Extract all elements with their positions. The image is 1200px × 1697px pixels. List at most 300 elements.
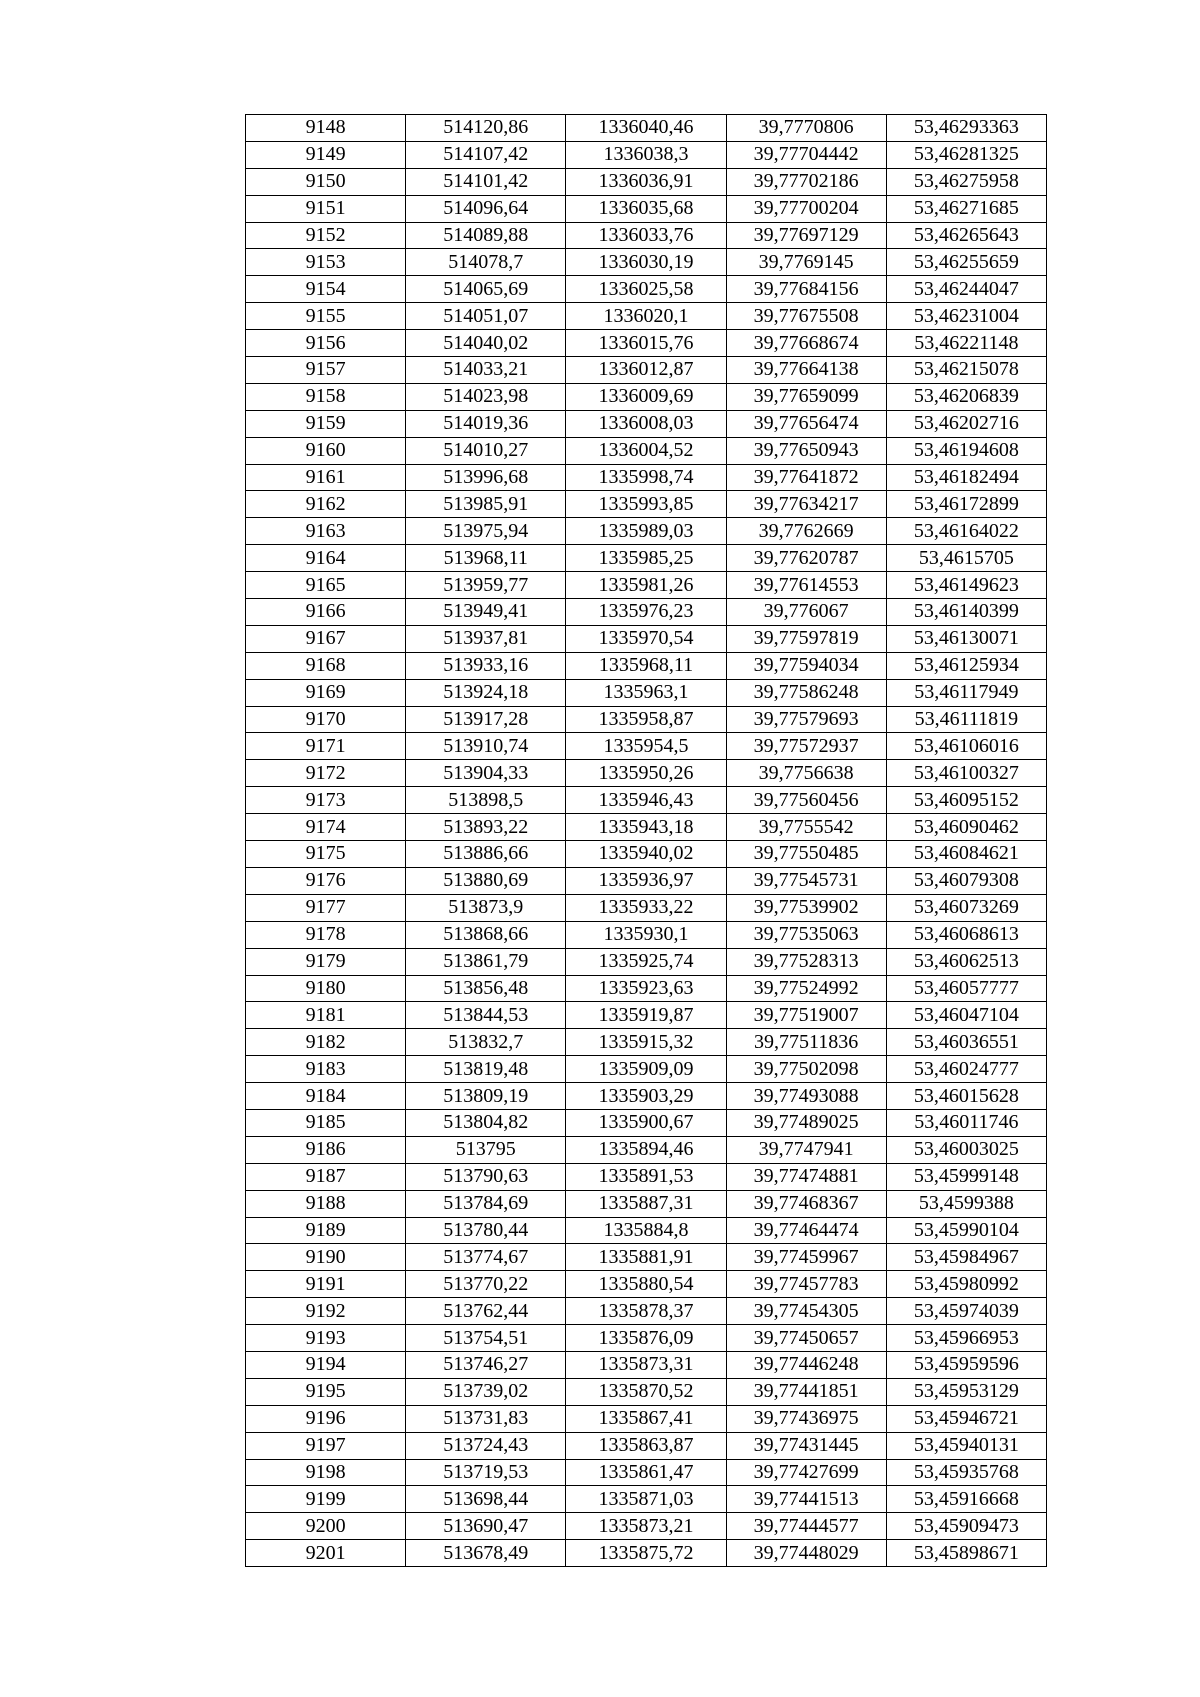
point-number-cell: 9191 <box>246 1271 406 1298</box>
longitude-cell: 39,77550485 <box>726 841 886 868</box>
point-number-cell: 9166 <box>246 599 406 626</box>
latitude-cell: 53,46182494 <box>886 464 1046 491</box>
y-coordinate-cell: 1335923,63 <box>566 975 726 1002</box>
x-coordinate-cell: 513898,5 <box>406 787 566 814</box>
point-number-cell: 9169 <box>246 679 406 706</box>
table-row <box>246 706 1047 733</box>
y-coordinate-cell: 1335919,87 <box>566 1002 726 1029</box>
table-row <box>246 357 1047 384</box>
latitude-cell: 53,46130071 <box>886 625 1046 652</box>
latitude-cell: 53,45909473 <box>886 1513 1046 1540</box>
latitude-cell: 53,46164022 <box>886 518 1046 545</box>
table-row <box>246 1083 1047 1110</box>
y-coordinate-cell: 1335933,22 <box>566 894 726 921</box>
point-number-cell: 9151 <box>246 195 406 222</box>
point-number-cell: 9162 <box>246 491 406 518</box>
x-coordinate-cell: 514089,88 <box>406 222 566 249</box>
x-coordinate-cell: 513975,94 <box>406 518 566 545</box>
latitude-cell: 53,46244047 <box>886 276 1046 303</box>
table-row <box>246 1513 1047 1540</box>
point-number-cell: 9148 <box>246 115 406 142</box>
latitude-cell: 53,46293363 <box>886 115 1046 142</box>
latitude-cell: 53,4599388 <box>886 1190 1046 1217</box>
x-coordinate-cell: 513784,69 <box>406 1190 566 1217</box>
latitude-cell: 53,46073269 <box>886 894 1046 921</box>
table-body <box>246 115 1047 1567</box>
latitude-cell: 53,46047104 <box>886 1002 1046 1029</box>
table-row <box>246 814 1047 841</box>
longitude-cell: 39,77697129 <box>726 222 886 249</box>
y-coordinate-cell: 1335873,31 <box>566 1351 726 1378</box>
y-coordinate-cell: 1335861,47 <box>566 1459 726 1486</box>
x-coordinate-cell: 513780,44 <box>406 1217 566 1244</box>
latitude-cell: 53,46011746 <box>886 1109 1046 1136</box>
table-row <box>246 1163 1047 1190</box>
point-number-cell: 9190 <box>246 1244 406 1271</box>
longitude-cell: 39,77594034 <box>726 652 886 679</box>
point-number-cell: 9160 <box>246 437 406 464</box>
latitude-cell: 53,45916668 <box>886 1486 1046 1513</box>
longitude-cell: 39,77444577 <box>726 1513 886 1540</box>
point-number-cell: 9184 <box>246 1083 406 1110</box>
latitude-cell: 53,46206839 <box>886 383 1046 410</box>
longitude-cell: 39,77597819 <box>726 625 886 652</box>
y-coordinate-cell: 1335970,54 <box>566 625 726 652</box>
x-coordinate-cell: 513968,11 <box>406 545 566 572</box>
table-row <box>246 1325 1047 1352</box>
longitude-cell: 39,77446248 <box>726 1351 886 1378</box>
longitude-cell: 39,77474881 <box>726 1163 886 1190</box>
y-coordinate-cell: 1335968,11 <box>566 652 726 679</box>
latitude-cell: 53,46079308 <box>886 867 1046 894</box>
latitude-cell: 53,46202716 <box>886 410 1046 437</box>
table-row <box>246 518 1047 545</box>
y-coordinate-cell: 1335875,72 <box>566 1540 726 1567</box>
table-row <box>246 1378 1047 1405</box>
point-number-cell: 9197 <box>246 1432 406 1459</box>
table-row <box>246 1271 1047 1298</box>
x-coordinate-cell: 514096,64 <box>406 195 566 222</box>
y-coordinate-cell: 1336015,76 <box>566 330 726 357</box>
point-number-cell: 9199 <box>246 1486 406 1513</box>
latitude-cell: 53,45999148 <box>886 1163 1046 1190</box>
longitude-cell: 39,77450657 <box>726 1325 886 1352</box>
point-number-cell: 9198 <box>246 1459 406 1486</box>
y-coordinate-cell: 1335998,74 <box>566 464 726 491</box>
y-coordinate-cell: 1335884,8 <box>566 1217 726 1244</box>
point-number-cell: 9173 <box>246 787 406 814</box>
x-coordinate-cell: 513996,68 <box>406 464 566 491</box>
table-row <box>246 168 1047 195</box>
table-row <box>246 545 1047 572</box>
x-coordinate-cell: 514033,21 <box>406 357 566 384</box>
table-row <box>246 195 1047 222</box>
latitude-cell: 53,46057777 <box>886 975 1046 1002</box>
table-row <box>246 867 1047 894</box>
latitude-cell: 53,46062513 <box>886 948 1046 975</box>
x-coordinate-cell: 513861,79 <box>406 948 566 975</box>
x-coordinate-cell: 513937,81 <box>406 625 566 652</box>
y-coordinate-cell: 1335954,5 <box>566 733 726 760</box>
latitude-cell: 53,46100327 <box>886 760 1046 787</box>
x-coordinate-cell: 514010,27 <box>406 437 566 464</box>
longitude-cell: 39,77441851 <box>726 1378 886 1405</box>
y-coordinate-cell: 1336009,69 <box>566 383 726 410</box>
latitude-cell: 53,45974039 <box>886 1298 1046 1325</box>
y-coordinate-cell: 1335925,74 <box>566 948 726 975</box>
latitude-cell: 53,45946721 <box>886 1405 1046 1432</box>
latitude-cell: 53,46106016 <box>886 733 1046 760</box>
table-row <box>246 1486 1047 1513</box>
x-coordinate-cell: 513746,27 <box>406 1351 566 1378</box>
latitude-cell: 53,46111819 <box>886 706 1046 733</box>
longitude-cell: 39,77668674 <box>726 330 886 357</box>
x-coordinate-cell: 513985,91 <box>406 491 566 518</box>
x-coordinate-cell: 514107,42 <box>406 141 566 168</box>
table-row <box>246 1459 1047 1486</box>
point-number-cell: 9174 <box>246 814 406 841</box>
x-coordinate-cell: 513933,16 <box>406 652 566 679</box>
y-coordinate-cell: 1335878,37 <box>566 1298 726 1325</box>
table-row <box>246 921 1047 948</box>
latitude-cell: 53,46275958 <box>886 168 1046 195</box>
point-number-cell: 9163 <box>246 518 406 545</box>
table-row <box>246 599 1047 626</box>
x-coordinate-cell: 513924,18 <box>406 679 566 706</box>
latitude-cell: 53,45966953 <box>886 1325 1046 1352</box>
y-coordinate-cell: 1335950,26 <box>566 760 726 787</box>
point-number-cell: 9192 <box>246 1298 406 1325</box>
table-row <box>246 464 1047 491</box>
table-row <box>246 787 1047 814</box>
latitude-cell: 53,45940131 <box>886 1432 1046 1459</box>
table-row <box>246 141 1047 168</box>
point-number-cell: 9196 <box>246 1405 406 1432</box>
table-row <box>246 841 1047 868</box>
longitude-cell: 39,7747941 <box>726 1136 886 1163</box>
longitude-cell: 39,77489025 <box>726 1109 886 1136</box>
point-number-cell: 9170 <box>246 706 406 733</box>
y-coordinate-cell: 1336033,76 <box>566 222 726 249</box>
longitude-cell: 39,77464474 <box>726 1217 886 1244</box>
point-number-cell: 9201 <box>246 1540 406 1567</box>
longitude-cell: 39,77427699 <box>726 1459 886 1486</box>
point-number-cell: 9200 <box>246 1513 406 1540</box>
latitude-cell: 53,46015628 <box>886 1083 1046 1110</box>
longitude-cell: 39,77448029 <box>726 1540 886 1567</box>
y-coordinate-cell: 1335863,87 <box>566 1432 726 1459</box>
longitude-cell: 39,77524992 <box>726 975 886 1002</box>
table-row <box>246 1029 1047 1056</box>
point-number-cell: 9185 <box>246 1109 406 1136</box>
latitude-cell: 53,46255659 <box>886 249 1046 276</box>
table-row <box>246 1351 1047 1378</box>
longitude-cell: 39,77459967 <box>726 1244 886 1271</box>
point-number-cell: 9164 <box>246 545 406 572</box>
point-number-cell: 9183 <box>246 1056 406 1083</box>
longitude-cell: 39,77436975 <box>726 1405 886 1432</box>
y-coordinate-cell: 1335871,03 <box>566 1486 726 1513</box>
longitude-cell: 39,77634217 <box>726 491 886 518</box>
x-coordinate-cell: 513910,74 <box>406 733 566 760</box>
x-coordinate-cell: 513690,47 <box>406 1513 566 1540</box>
longitude-cell: 39,77511836 <box>726 1029 886 1056</box>
table-row <box>246 1405 1047 1432</box>
longitude-cell: 39,77659099 <box>726 383 886 410</box>
table-row <box>246 1109 1047 1136</box>
longitude-cell: 39,77545731 <box>726 867 886 894</box>
y-coordinate-cell: 1335915,32 <box>566 1029 726 1056</box>
latitude-cell: 53,45959596 <box>886 1351 1046 1378</box>
x-coordinate-cell: 513949,41 <box>406 599 566 626</box>
table-row <box>246 330 1047 357</box>
longitude-cell: 39,77656474 <box>726 410 886 437</box>
point-number-cell: 9186 <box>246 1136 406 1163</box>
y-coordinate-cell: 1336030,19 <box>566 249 726 276</box>
y-coordinate-cell: 1335873,21 <box>566 1513 726 1540</box>
x-coordinate-cell: 514078,7 <box>406 249 566 276</box>
y-coordinate-cell: 1336036,91 <box>566 168 726 195</box>
point-number-cell: 9155 <box>246 303 406 330</box>
latitude-cell: 53,46172899 <box>886 491 1046 518</box>
y-coordinate-cell: 1336025,58 <box>566 276 726 303</box>
x-coordinate-cell: 514120,86 <box>406 115 566 142</box>
longitude-cell: 39,77519007 <box>726 1002 886 1029</box>
x-coordinate-cell: 513731,83 <box>406 1405 566 1432</box>
y-coordinate-cell: 1335976,23 <box>566 599 726 626</box>
table-row <box>246 491 1047 518</box>
point-number-cell: 9193 <box>246 1325 406 1352</box>
y-coordinate-cell: 1335881,91 <box>566 1244 726 1271</box>
table-row <box>246 733 1047 760</box>
latitude-cell: 53,46231004 <box>886 303 1046 330</box>
latitude-cell: 53,46149623 <box>886 572 1046 599</box>
point-number-cell: 9154 <box>246 276 406 303</box>
longitude-cell: 39,77539902 <box>726 894 886 921</box>
latitude-cell: 53,46140399 <box>886 599 1046 626</box>
table-row <box>246 1298 1047 1325</box>
table-row <box>246 894 1047 921</box>
point-number-cell: 9167 <box>246 625 406 652</box>
latitude-cell: 53,4615705 <box>886 545 1046 572</box>
x-coordinate-cell: 514101,42 <box>406 168 566 195</box>
point-number-cell: 9180 <box>246 975 406 1002</box>
point-number-cell: 9152 <box>246 222 406 249</box>
longitude-cell: 39,776067 <box>726 599 886 626</box>
y-coordinate-cell: 1335891,53 <box>566 1163 726 1190</box>
point-number-cell: 9161 <box>246 464 406 491</box>
point-number-cell: 9158 <box>246 383 406 410</box>
point-number-cell: 9172 <box>246 760 406 787</box>
x-coordinate-cell: 513917,28 <box>406 706 566 733</box>
longitude-cell: 39,77704442 <box>726 141 886 168</box>
x-coordinate-cell: 513959,77 <box>406 572 566 599</box>
longitude-cell: 39,77560456 <box>726 787 886 814</box>
longitude-cell: 39,77614553 <box>726 572 886 599</box>
x-coordinate-cell: 513678,49 <box>406 1540 566 1567</box>
point-number-cell: 9179 <box>246 948 406 975</box>
longitude-cell: 39,7755542 <box>726 814 886 841</box>
latitude-cell: 53,46084621 <box>886 841 1046 868</box>
y-coordinate-cell: 1335989,03 <box>566 518 726 545</box>
y-coordinate-cell: 1336004,52 <box>566 437 726 464</box>
x-coordinate-cell: 513790,63 <box>406 1163 566 1190</box>
longitude-cell: 39,77431445 <box>726 1432 886 1459</box>
table-row <box>246 303 1047 330</box>
y-coordinate-cell: 1335876,09 <box>566 1325 726 1352</box>
latitude-cell: 53,46271685 <box>886 195 1046 222</box>
table-row <box>246 1540 1047 1567</box>
y-coordinate-cell: 1336012,87 <box>566 357 726 384</box>
y-coordinate-cell: 1335963,1 <box>566 679 726 706</box>
latitude-cell: 53,45990104 <box>886 1217 1046 1244</box>
y-coordinate-cell: 1336020,1 <box>566 303 726 330</box>
latitude-cell: 53,46281325 <box>886 141 1046 168</box>
y-coordinate-cell: 1335894,46 <box>566 1136 726 1163</box>
latitude-cell: 53,45953129 <box>886 1378 1046 1405</box>
longitude-cell: 39,7756638 <box>726 760 886 787</box>
table-row <box>246 572 1047 599</box>
point-number-cell: 9153 <box>246 249 406 276</box>
point-number-cell: 9150 <box>246 168 406 195</box>
x-coordinate-cell: 513724,43 <box>406 1432 566 1459</box>
longitude-cell: 39,77650943 <box>726 437 886 464</box>
table-row <box>246 410 1047 437</box>
latitude-cell: 53,46003025 <box>886 1136 1046 1163</box>
y-coordinate-cell: 1335936,97 <box>566 867 726 894</box>
table-row <box>246 1136 1047 1163</box>
point-number-cell: 9182 <box>246 1029 406 1056</box>
table-row <box>246 948 1047 975</box>
y-coordinate-cell: 1336008,03 <box>566 410 726 437</box>
x-coordinate-cell: 513739,02 <box>406 1378 566 1405</box>
longitude-cell: 39,77579693 <box>726 706 886 733</box>
longitude-cell: 39,77528313 <box>726 948 886 975</box>
point-number-cell: 9171 <box>246 733 406 760</box>
y-coordinate-cell: 1335985,25 <box>566 545 726 572</box>
y-coordinate-cell: 1335870,52 <box>566 1378 726 1405</box>
x-coordinate-cell: 513770,22 <box>406 1271 566 1298</box>
point-number-cell: 9177 <box>246 894 406 921</box>
x-coordinate-cell: 514065,69 <box>406 276 566 303</box>
table-row <box>246 1432 1047 1459</box>
latitude-cell: 53,45898671 <box>886 1540 1046 1567</box>
table-row <box>246 1244 1047 1271</box>
table-row <box>246 1190 1047 1217</box>
latitude-cell: 53,46036551 <box>886 1029 1046 1056</box>
x-coordinate-cell: 514040,02 <box>406 330 566 357</box>
latitude-cell: 53,46024777 <box>886 1056 1046 1083</box>
longitude-cell: 39,77684156 <box>726 276 886 303</box>
longitude-cell: 39,77700204 <box>726 195 886 222</box>
x-coordinate-cell: 513819,48 <box>406 1056 566 1083</box>
y-coordinate-cell: 1335887,31 <box>566 1190 726 1217</box>
y-coordinate-cell: 1336038,3 <box>566 141 726 168</box>
point-number-cell: 9187 <box>246 1163 406 1190</box>
longitude-cell: 39,77620787 <box>726 545 886 572</box>
latitude-cell: 53,45984967 <box>886 1244 1046 1271</box>
point-number-cell: 9194 <box>246 1351 406 1378</box>
longitude-cell: 39,77702186 <box>726 168 886 195</box>
x-coordinate-cell: 513774,67 <box>406 1244 566 1271</box>
latitude-cell: 53,45935768 <box>886 1459 1046 1486</box>
table-row <box>246 1056 1047 1083</box>
point-number-cell: 9181 <box>246 1002 406 1029</box>
table-row <box>246 1002 1047 1029</box>
x-coordinate-cell: 513893,22 <box>406 814 566 841</box>
table-row <box>246 437 1047 464</box>
y-coordinate-cell: 1335867,41 <box>566 1405 726 1432</box>
longitude-cell: 39,7769145 <box>726 249 886 276</box>
point-number-cell: 9176 <box>246 867 406 894</box>
x-coordinate-cell: 513868,66 <box>406 921 566 948</box>
point-number-cell: 9188 <box>246 1190 406 1217</box>
x-coordinate-cell: 514023,98 <box>406 383 566 410</box>
y-coordinate-cell: 1336040,46 <box>566 115 726 142</box>
longitude-cell: 39,77675508 <box>726 303 886 330</box>
x-coordinate-cell: 513719,53 <box>406 1459 566 1486</box>
x-coordinate-cell: 514019,36 <box>406 410 566 437</box>
longitude-cell: 39,77572937 <box>726 733 886 760</box>
table-row <box>246 652 1047 679</box>
latitude-cell: 53,46125934 <box>886 652 1046 679</box>
table-row <box>246 383 1047 410</box>
latitude-cell: 53,46194608 <box>886 437 1046 464</box>
longitude-cell: 39,77535063 <box>726 921 886 948</box>
table-row <box>246 115 1047 142</box>
longitude-cell: 39,77586248 <box>726 679 886 706</box>
longitude-cell: 39,77641872 <box>726 464 886 491</box>
x-coordinate-cell: 513754,51 <box>406 1325 566 1352</box>
y-coordinate-cell: 1335909,09 <box>566 1056 726 1083</box>
latitude-cell: 53,45980992 <box>886 1271 1046 1298</box>
latitude-cell: 53,46265643 <box>886 222 1046 249</box>
latitude-cell: 53,46095152 <box>886 787 1046 814</box>
x-coordinate-cell: 513873,9 <box>406 894 566 921</box>
table-row <box>246 679 1047 706</box>
y-coordinate-cell: 1335940,02 <box>566 841 726 868</box>
longitude-cell: 39,77457783 <box>726 1271 886 1298</box>
y-coordinate-cell: 1336035,68 <box>566 195 726 222</box>
point-number-cell: 9157 <box>246 357 406 384</box>
latitude-cell: 53,46090462 <box>886 814 1046 841</box>
latitude-cell: 53,46215078 <box>886 357 1046 384</box>
point-number-cell: 9165 <box>246 572 406 599</box>
y-coordinate-cell: 1335981,26 <box>566 572 726 599</box>
longitude-cell: 39,77493088 <box>726 1083 886 1110</box>
table-row <box>246 222 1047 249</box>
table-row <box>246 760 1047 787</box>
table-row <box>246 975 1047 1002</box>
x-coordinate-cell: 513809,19 <box>406 1083 566 1110</box>
y-coordinate-cell: 1335903,29 <box>566 1083 726 1110</box>
x-coordinate-cell: 513795 <box>406 1136 566 1163</box>
x-coordinate-cell: 513698,44 <box>406 1486 566 1513</box>
point-number-cell: 9168 <box>246 652 406 679</box>
latitude-cell: 53,46117949 <box>886 679 1046 706</box>
longitude-cell: 39,77502098 <box>726 1056 886 1083</box>
point-number-cell: 9189 <box>246 1217 406 1244</box>
longitude-cell: 39,77441513 <box>726 1486 886 1513</box>
x-coordinate-cell: 514051,07 <box>406 303 566 330</box>
longitude-cell: 39,77664138 <box>726 357 886 384</box>
x-coordinate-cell: 513844,53 <box>406 1002 566 1029</box>
x-coordinate-cell: 513886,66 <box>406 841 566 868</box>
x-coordinate-cell: 513880,69 <box>406 867 566 894</box>
table-row <box>246 249 1047 276</box>
longitude-cell: 39,77454305 <box>726 1298 886 1325</box>
point-number-cell: 9178 <box>246 921 406 948</box>
